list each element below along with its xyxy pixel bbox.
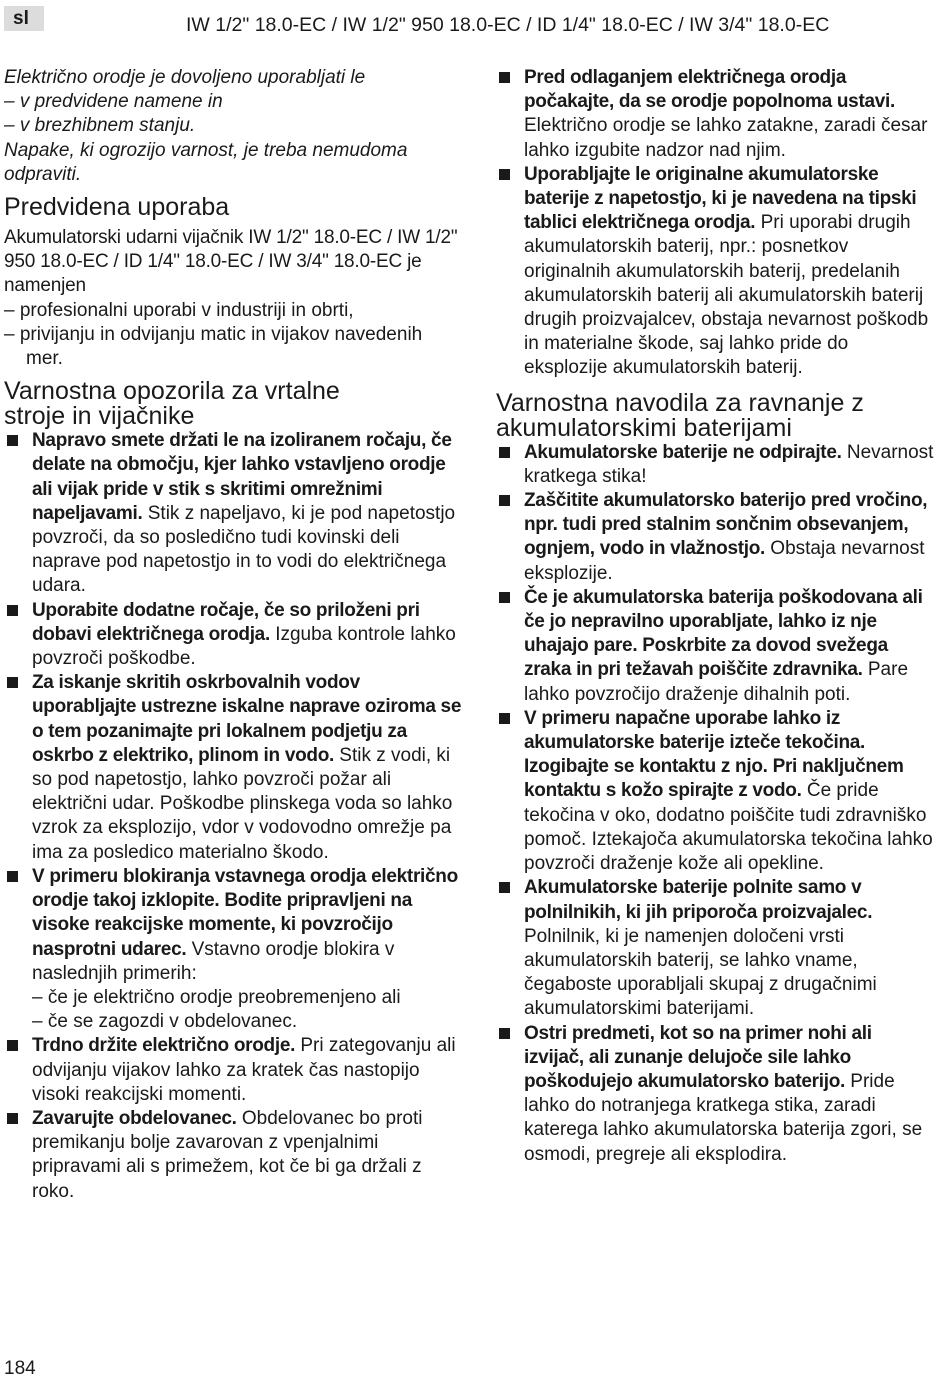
page-number: 184 (4, 1358, 36, 1379)
bullet-text: Polnilnik, ki je namenjen določeni vrsti akumulatorskih baterij, se lahko vname, čegaboste uporabljali skupaj z drugačnimi akumulatorskimi baterijami. (524, 925, 877, 1020)
bullet-bold-text: Pred odlaganjem električnega orodja počakajte, da se orodje popolnoma ustavi. (524, 67, 895, 113)
bullet-item (4, 1034, 464, 1107)
section-heading: Varnostna opozorila za vrtalne stroje in vijačnike (4, 377, 340, 431)
bullet-item (496, 163, 936, 381)
bullet-bold-text: V primeru napačne uporabe lahko iz akumulatorske baterije izteče tekočina. Izogibajte se kontaktu z njo. Pri naključnem kontaktu s kožo spirajte z vodo. (524, 707, 904, 802)
square-bullet-icon (499, 592, 510, 603)
right-column (496, 66, 936, 1167)
bullet-bold-text: Uporabljajte le originalne akumulatorske baterije z napetostjo, ki je navedena na tipski tablici električnega orodja. (524, 163, 917, 234)
bullet-bold-text: Trdno držite električno orodje. (32, 1035, 296, 1057)
bullet-bold-text: Zaščitite akumulatorsko baterijo pred vročino, npr. tudi pred stalnim sončnim obsevanjem, ognjem, vodo in vlažnostjo. (524, 490, 928, 560)
bullet-bold-text: Ostri predmeti, kot so na primer nohi ali izvijač, ali zunanje delujoče sile lahko poškodujejo akumulatorsko baterijo. (524, 1022, 872, 1092)
bullet-bold-text: Akumulatorske baterije ne odpirajte. (524, 441, 842, 463)
intro-text: Električno orodje je dovoljeno uporabljati le (4, 67, 366, 88)
bullet-item (4, 671, 464, 865)
dash-item: – če se zagozdi v obdelovanec. (32, 1011, 298, 1033)
bullet-bold-text: V primeru blokiranja vstavnega orodja električno orodje takoj izklopite. Bodite pripravljeni na visoke reakcijske momente, ki povzročijo nasprotni udarec. (32, 865, 458, 960)
square-bullet-icon (499, 447, 510, 458)
intro-dash-item: – v brezhibnem stanju. (4, 115, 196, 137)
square-bullet-icon (7, 677, 18, 688)
square-bullet-icon (499, 1028, 510, 1039)
square-bullet-icon (7, 1040, 18, 1051)
bullet-item (496, 441, 936, 489)
square-bullet-icon (499, 495, 510, 506)
bullet-item (4, 1107, 464, 1204)
section-heading: Predvidena uporaba (4, 193, 230, 222)
bullet-text: Pride lahko do notranjega kratkega stika, zaradi katerega lahko akumulatorska baterija zgori, se osmodi, pregreje ali eksplodira. (524, 1070, 923, 1165)
bullet-text: Obdelovanec bo proti premikanju bolje zavarovan z vpenjalnimi pripravami ali s primežem, kot če bi ga držali z roko. (32, 1107, 423, 1202)
square-bullet-icon (499, 882, 510, 893)
bullet-item (4, 599, 464, 672)
dash-item: – privijanju in odvijanju matic in vijakov navedenih mer. (4, 323, 423, 370)
bullet-item (496, 586, 936, 707)
bullet-item (496, 66, 936, 163)
bullet-bold-text: Uporabite dodatne ročaje, če so priloženi pri dobavi električnega orodja. (32, 599, 420, 645)
bullet-text: Vstavno orodje blokira v naslednjih primerih: (32, 938, 395, 984)
bullet-item (496, 876, 936, 1021)
square-bullet-icon (499, 72, 510, 83)
square-bullet-icon (7, 435, 18, 446)
bullet-item (4, 865, 464, 986)
square-bullet-icon (499, 169, 510, 180)
bullet-text: Stik z vodi, ki so pod napetostjo, lahko povzroči požar ali električni udar. Poškodbe plinskega voda so lahko vzrok za eksplozijo, vdor v vodovodno omrežje pa ima za posledico materialno škodo. (32, 744, 453, 863)
bullet-text: Izguba kontrole lahko povzroči poškodbe. (32, 623, 456, 670)
square-bullet-icon (499, 713, 510, 724)
language-badge: sl (4, 6, 44, 31)
bullet-item (496, 707, 936, 876)
square-bullet-icon (7, 1113, 18, 1124)
bullet-bold-text: Zavarujte obdelovanec. (32, 1107, 237, 1129)
bullet-text: Obstaja nevarnost eksplozije. (524, 538, 925, 584)
bullet-text: Pri uporabi drugih akumulatorskih baterij, npr.: posnetkov originalnih akumulatorskih baterij, predelanih akumulatorskih baterij ali akumulatorskih baterij drugih proizvajalcev, obstaja nevarnost poškodb in materialne škode, saj lahko pride do eksplozije akumulatorskih baterij. (524, 212, 929, 379)
intro-dash-item: – v predvidene namene in (4, 91, 223, 113)
bullet-item (4, 429, 464, 598)
bullet-bold-text: Če je akumulatorska baterija poškodovana ali če jo nepravilno uporabljate, lahko iz nje uhajajo pare. Poskrbite za dovod svežega zraka in pri težavah poiščite zdravnika. (524, 586, 923, 681)
bullet-text: Stik z napeljavo, ki je pod napetostjo povzroči, da so posledično tudi kovinski deli naprave pod napetostjo in to vodi do električnega udara. (32, 502, 456, 597)
bullet-text: Nevarnost kratkega stika! (524, 441, 934, 487)
bullet-text: Električno orodje se lahko zatakne, zaradi česar lahko izgubite nadzor nad njim. (524, 115, 928, 161)
dash-item: – če je električno orodje preobremenjeno ali (32, 986, 401, 1008)
header-title: IW 1/2" 18.0-EC / IW 1/2" 950 18.0-EC / ID 1/4" 18.0-EC / IW 3/4" 18.0-EC (186, 14, 830, 36)
bullet-bold-text: Za iskanje skritih oskrbovalnih vodov uporabljajte ustrezne iskalne naprave oziroma se o tem pozanimajte pri lokalnem podjetju za oskrbo z elektriko, plinom in vodo. (32, 672, 462, 766)
intro-text: Napake, ki ogrozijo varnost, je treba nemudoma odpraviti. (4, 139, 408, 185)
bullet-bold-text: Akumulatorske baterije polnite samo v polnilnikih, ki jih priporoča proizvajalec. (524, 877, 873, 923)
square-bullet-icon (7, 871, 18, 882)
section-heading: Varnostna navodila za ravnanje z akumulatorskimi baterijami (496, 388, 864, 442)
bullet-bold-text: Napravo smete držati le na izoliranem ročaju, če delate na območju, kjer lahko vstavljeno orodje ali vijak pride v stik s skritimi omrežnimi napeljavami. (32, 430, 452, 524)
dash-item: – profesionalni uporabi v industriji in obrti, (4, 299, 354, 321)
left-column (4, 66, 464, 1204)
bullet-text: Pare lahko povzročijo draženje dihalnih poti. (524, 659, 909, 705)
square-bullet-icon (7, 605, 18, 616)
paragraph: Akumulatorski udarni vijačnik IW 1/2" 18.0-EC / IW 1/2" 950 18.0-EC / ID 1/4" 18.0-EC / IW 3/4" 18.0-EC je namenjen (4, 227, 458, 297)
bullet-text: Če pride tekočina v oko, dodatno poiščite tudi zdravniško pomoč. Iztekajoča akumulatorska tekočina lahko povzroči draženje kože ali opekline. (524, 780, 933, 875)
bullet-text: Pri zategovanju ali odvijanju vijakov lahko za kratek čas nastopijo visoki reakcijski momenti. (32, 1035, 456, 1105)
bullet-item (496, 489, 936, 586)
bullet-item (496, 1022, 936, 1167)
